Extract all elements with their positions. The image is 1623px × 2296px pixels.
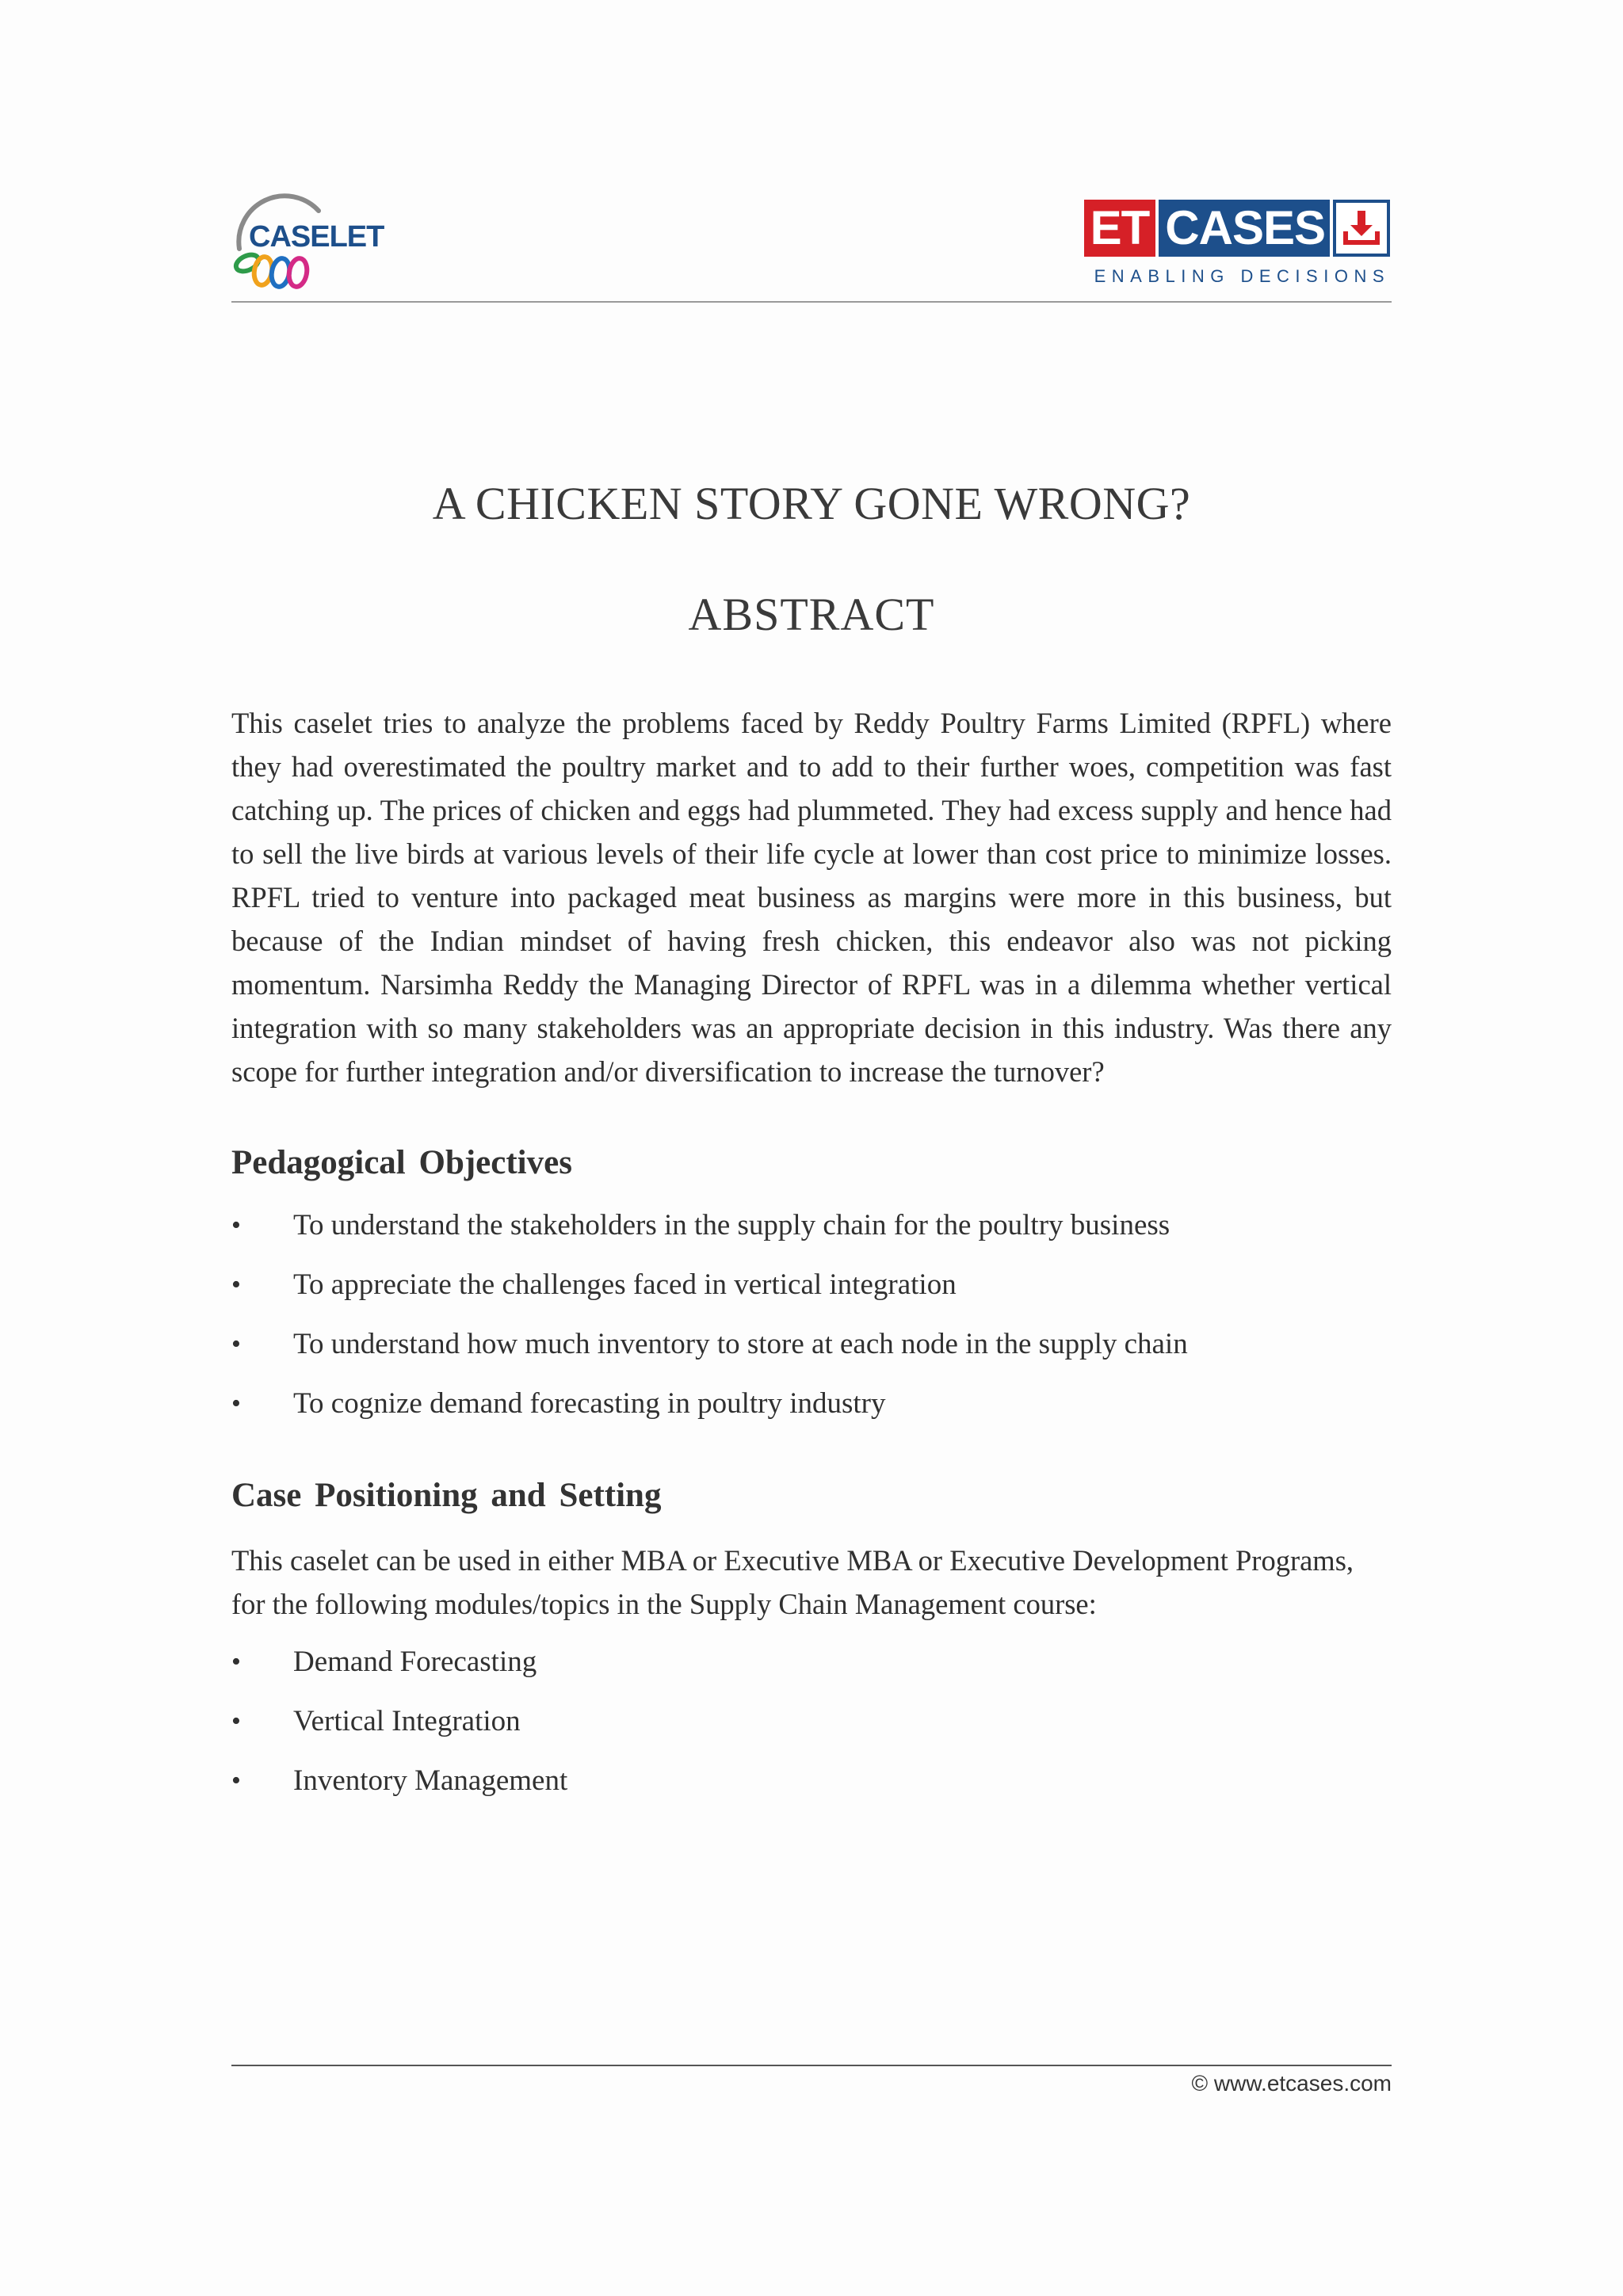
bullet-icon: • <box>231 1329 241 1359</box>
caselet-logo <box>231 190 406 297</box>
list-item-text: Inventory Management <box>293 1764 568 1797</box>
list-item <box>231 1756 1392 1816</box>
download-icon <box>1333 200 1390 257</box>
etcases-logo <box>1087 200 1392 287</box>
bullet-icon: • <box>231 1766 241 1795</box>
bullet-icon: • <box>231 1707 241 1736</box>
objectives-list <box>231 1201 1392 1439</box>
list-item-text: To understand the stakeholders in the supply chain for the poultry business <box>293 1209 1170 1241</box>
list-item-text: To understand how much inventory to store at each node in the supply chain <box>293 1328 1188 1360</box>
page-header <box>231 190 1392 301</box>
list-item <box>231 1261 1392 1320</box>
bullet-icon: • <box>231 1389 241 1418</box>
bullet-icon: • <box>231 1211 241 1240</box>
footer-divider <box>231 2065 1392 2066</box>
etcases-cases-text: CASES <box>1159 200 1330 257</box>
list-item <box>231 1201 1392 1261</box>
modules-list <box>231 1638 1392 1816</box>
list-item-text: To appreciate the challenges faced in vertical integration <box>293 1268 957 1301</box>
list-item <box>231 1320 1392 1379</box>
list-item <box>231 1638 1392 1697</box>
etcases-et-text: ET <box>1084 200 1156 257</box>
list-item-text: To cognize demand forecasting in poultry industry <box>293 1387 886 1420</box>
list-item-text: Demand Forecasting <box>293 1646 537 1678</box>
etcases-brand-row <box>1084 200 1390 257</box>
bullet-icon: • <box>231 1647 241 1676</box>
abstract-heading: ABSTRACT <box>688 589 935 640</box>
objectives-heading: Pedagogical Objectives <box>231 1144 572 1181</box>
header-divider <box>231 301 1392 303</box>
abstract-paragraph: This caselet tries to analyze the problems faced by Reddy Poultry Farms Limited (RPFL) where they had overestimated the poultry market and to add to their further woes, competition was fast catching up. The prices of chicken and eggs had plummeted. They had excess supply and hence had to sell the live birds at various levels of their life cycle at lower than cost price to minimize losses. RPFL tried to venture into packaged meat business as margins were more in this business, but because of the Indian mindset of having fresh chicken, this endeavor also was not picking momentum. Narsimha Reddy the Managing Director of RPFL was in a dilemma whether vertical integration with so many stakeholders was an appropriate decision in this industry. Was there any scope for further integration and/or diversification to increase the turnover? <box>231 707 1392 1088</box>
list-item <box>231 1697 1392 1756</box>
positioning-heading: Case Positioning and Setting <box>231 1477 662 1514</box>
page-title: A CHICKEN STORY GONE WRONG? <box>432 478 1191 529</box>
caselet-logo-text: CASELET <box>249 220 384 254</box>
caselet-rings-graphic <box>231 244 327 299</box>
list-item <box>231 1379 1392 1439</box>
footer-copyright-link[interactable]: © www.etcases.com <box>1191 2071 1392 2096</box>
positioning-paragraph: This caselet can be used in either MBA or Executive MBA or Executive Development Programs, for the following modules/topics in the Supply Chain Management course: <box>231 1544 1354 1620</box>
bullet-icon: • <box>231 1270 241 1299</box>
etcases-tagline: ENABLING DECISIONS <box>1094 266 1390 286</box>
list-item-text: Vertical Integration <box>293 1705 521 1737</box>
